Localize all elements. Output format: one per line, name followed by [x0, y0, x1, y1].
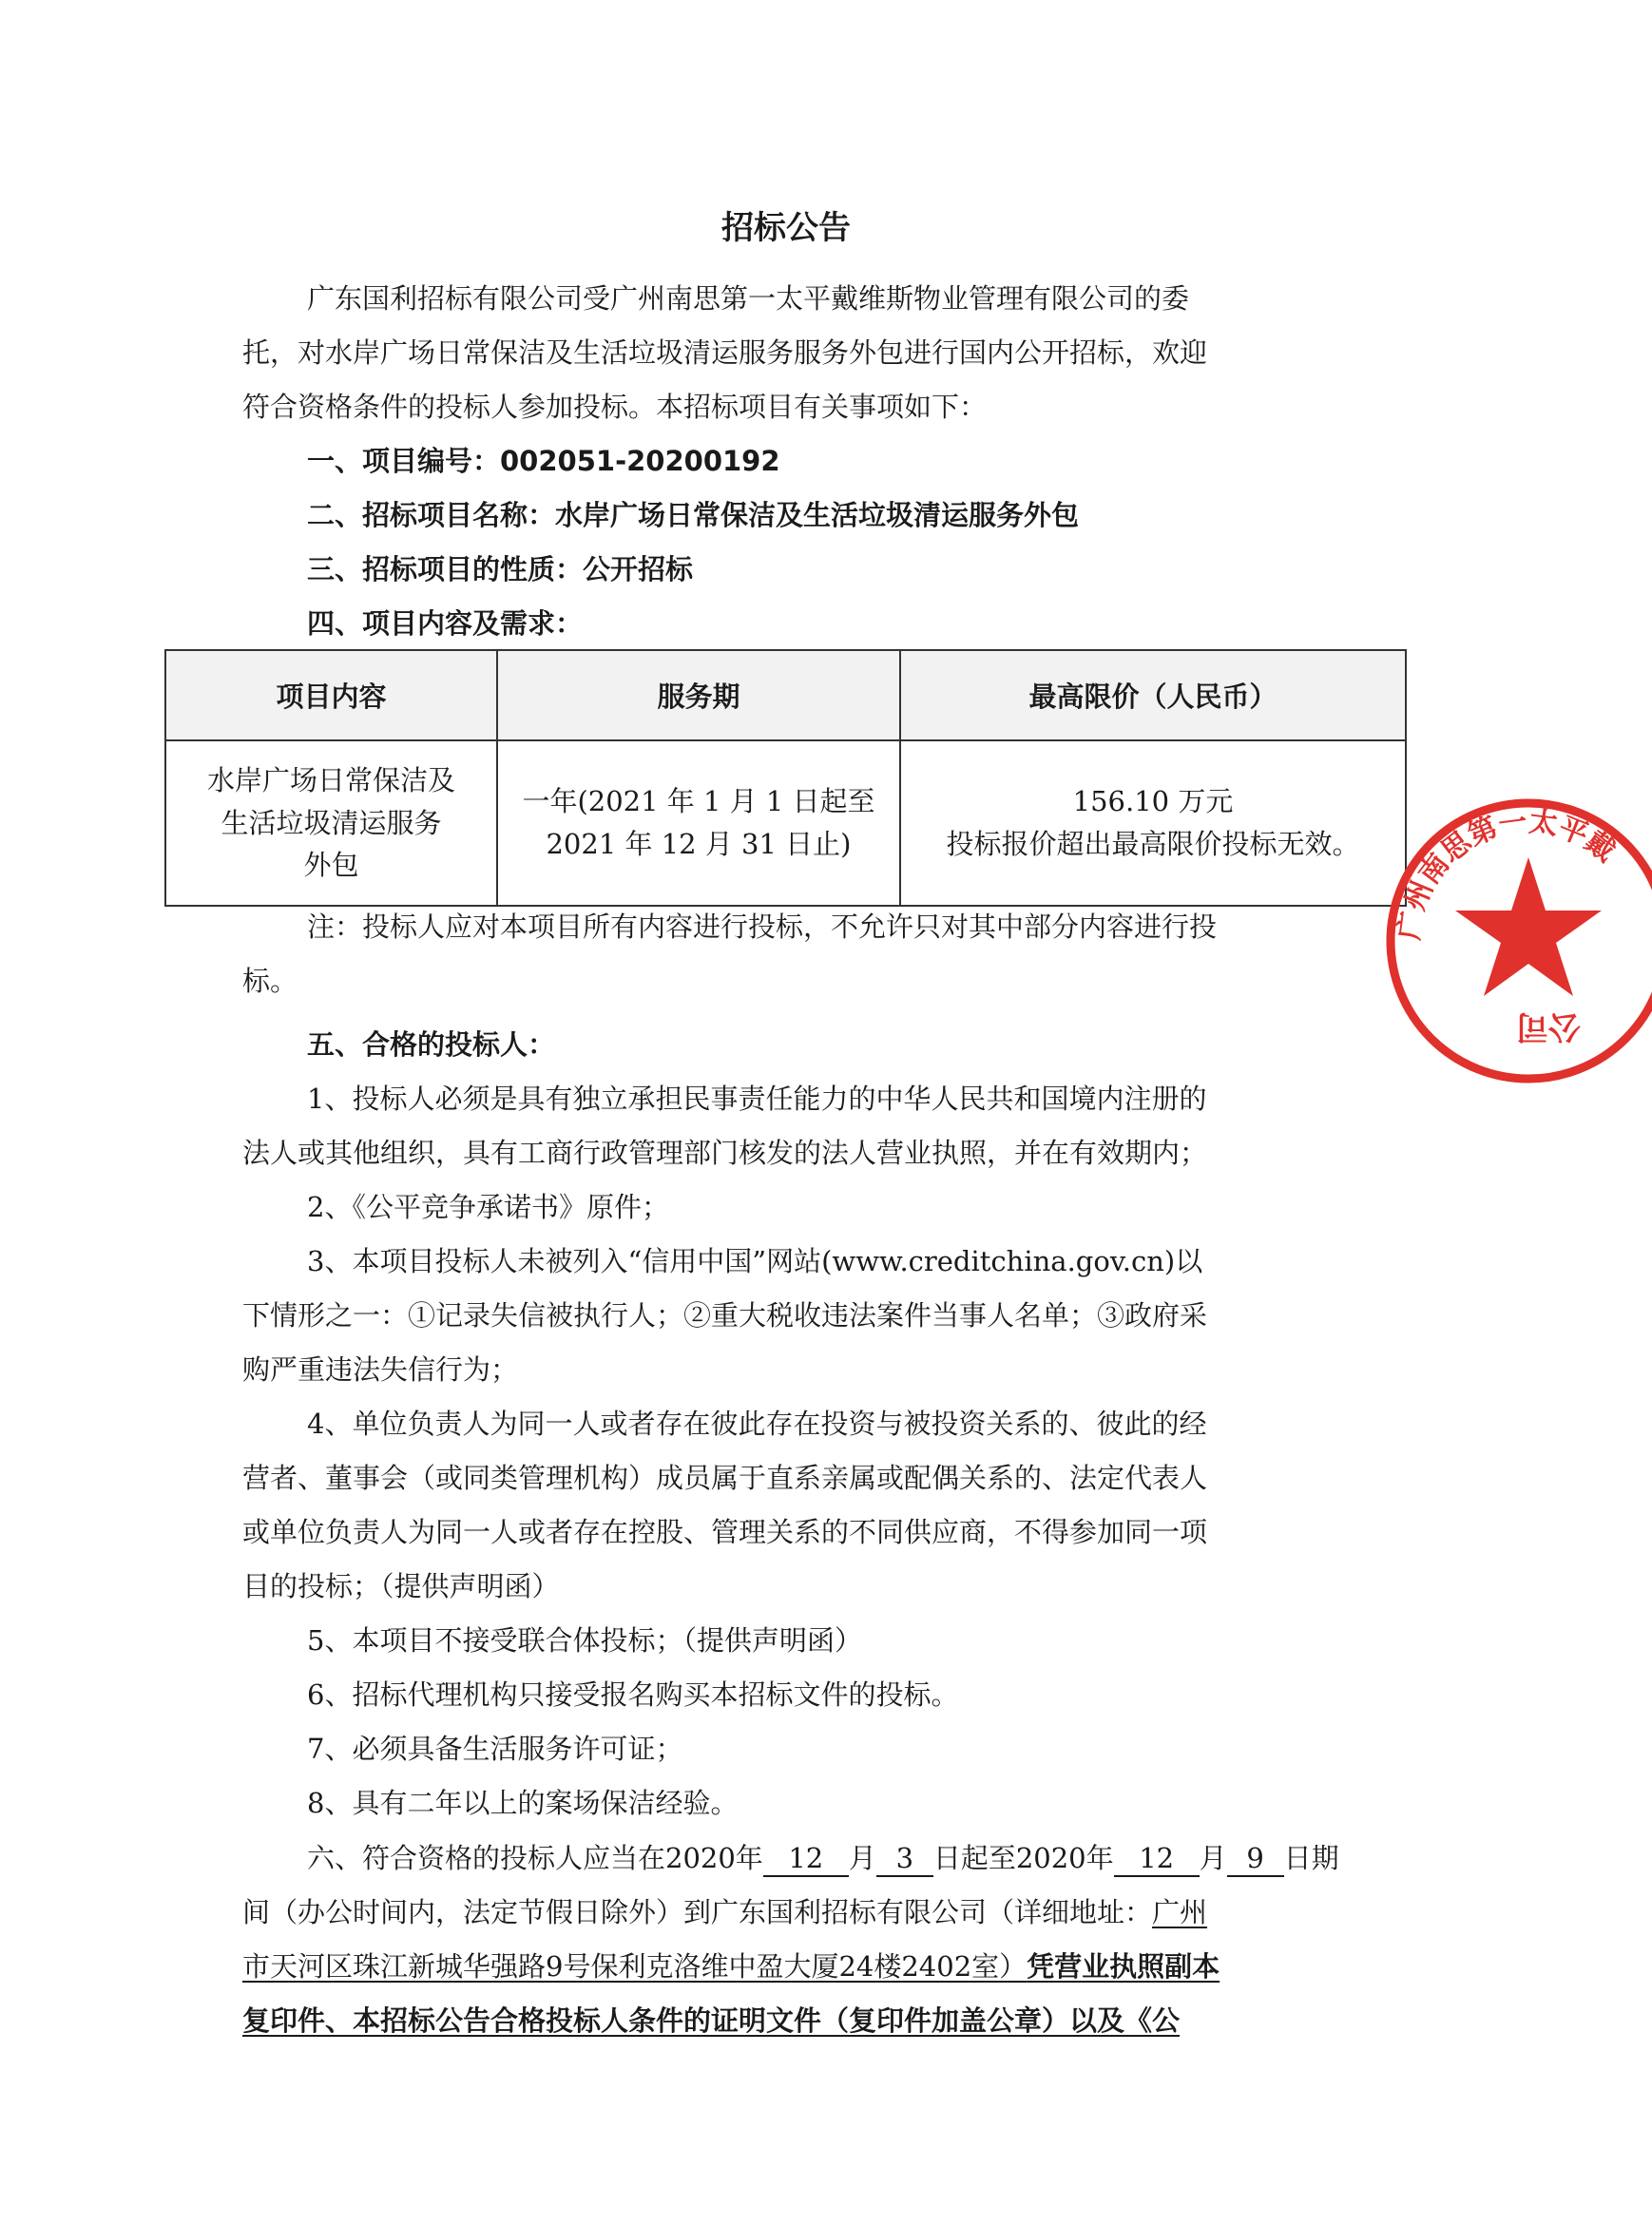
- table-row: [165, 740, 1406, 906]
- req-2: 2、《公平竞争承诺书》原件；: [307, 1191, 669, 1223]
- section-content-requirements: 四、项目内容及需求：: [307, 607, 584, 640]
- req-4-line-1: 4、单位负责人为同一人或者存在彼此存在投资与被投资关系的、彼此的经: [307, 1408, 1207, 1440]
- req-3-line-1: 3、本项目投标人未被列入“信用中国”网站(www.creditchina.gov.cn)以: [307, 1245, 1203, 1277]
- header-price: 最高限价（人民币）: [900, 650, 1406, 740]
- note-line-1: 注：投标人应对本项目所有内容进行投标，不允许只对其中部分内容进行投: [307, 911, 1218, 943]
- section-project-nature: 三、招标项目的性质：公开招标: [307, 553, 694, 585]
- req-7: 7、必须具备生活服务许可证；: [307, 1733, 683, 1765]
- section-qualified-bidders: 五、合格的投标人：: [307, 1028, 556, 1061]
- header-content: 项目内容: [165, 650, 497, 740]
- req-4-line-4: 目的投标；（提供声明函）: [242, 1570, 560, 1602]
- table-header-row: [165, 650, 1406, 740]
- end-day: 9: [1227, 1842, 1284, 1877]
- header-period: 服务期: [497, 650, 900, 740]
- req-4-line-3: 或单位负责人为同一人或者存在控股、管理关系的不同供应商，不得参加同一项: [242, 1516, 1208, 1548]
- intro-line-3: 符合资格条件的投标人参加投标。本招标项目有关事项如下：: [242, 391, 988, 423]
- section-project-name: 二、招标项目名称：水岸广场日常保洁及生活垃圾清运服务外包: [307, 499, 1080, 531]
- req-1-line-1: 1、投标人必须是具有独立承担民事责任能力的中华人民共和国境内注册的: [307, 1083, 1207, 1115]
- seal-text: 广州南思第一太平戴: [1393, 805, 1622, 943]
- req-4-line-2: 营者、董事会（或同类管理机构）成员属于直系亲属或配偶关系的、法定代表人: [242, 1462, 1208, 1494]
- start-month: 12: [763, 1842, 849, 1877]
- req-5: 5、本项目不接受联合体投标；（提供声明函）: [307, 1624, 862, 1657]
- end-month: 12: [1114, 1842, 1200, 1877]
- req-3-line-3: 购严重违法失信行为；: [242, 1353, 519, 1386]
- cell-price: 156.10 万元 投标报价超出最高限价投标无效。: [900, 740, 1406, 906]
- company-seal-stamp: [1348, 779, 1652, 1093]
- req-8: 8、具有二年以上的案场保洁经验。: [307, 1787, 739, 1819]
- section-project-number: 一、项目编号：002051-20200192: [307, 445, 780, 477]
- cell-period: 一年(2021 年 1 月 1 日起至 2021 年 12 月 31 日止): [497, 740, 900, 906]
- svg-text:公司: 公司: [1516, 1007, 1581, 1045]
- section-6-line-1: 六、符合资格的投标人应当在2020年 12 月 3 日起至2020年 12 月 9 日期: [307, 1842, 1339, 1877]
- star-icon: [1455, 857, 1602, 996]
- section-6-line-2: 间（办公时间内，法定节假日除外）到广东国利招标有限公司（详细地址：广州: [242, 1896, 1208, 1928]
- page-title: 招标公告: [721, 209, 851, 247]
- intro-line-1: 广东国利招标有限公司受广州南思第一太平戴维斯物业管理有限公司的委: [307, 282, 1190, 315]
- req-3-line-2: 下情形之一：①记录失信被执行人；②重大税收违法案件当事人名单；③政府采: [242, 1299, 1208, 1332]
- intro-line-2: 托，对水岸广场日常保洁及生活垃圾清运服务服务外包进行国内公开招标，欢迎: [242, 336, 1208, 369]
- req-1-line-2: 法人或其他组织，具有工商行政管理部门核发的法人营业执照，并在有效期内；: [242, 1137, 1208, 1169]
- cell-content: 水岸广场日常保洁及 生活垃圾清运服务 外包: [165, 740, 497, 906]
- section-6-line-3: 市天河区珠江新城华强路9号保利克洛维中盈大厦24楼2402室）凭营业执照副本: [242, 1950, 1220, 1983]
- requirements-table: [164, 649, 1407, 907]
- start-day: 3: [876, 1842, 933, 1877]
- note-line-2: 标。: [242, 965, 298, 997]
- req-6: 6、招标代理机构只接受报名购买本招标文件的投标。: [307, 1678, 959, 1711]
- section-6-line-4: 复印件、本招标公告合格投标人条件的证明文件（复印件加盖公章）以及《公: [242, 2004, 1181, 2037]
